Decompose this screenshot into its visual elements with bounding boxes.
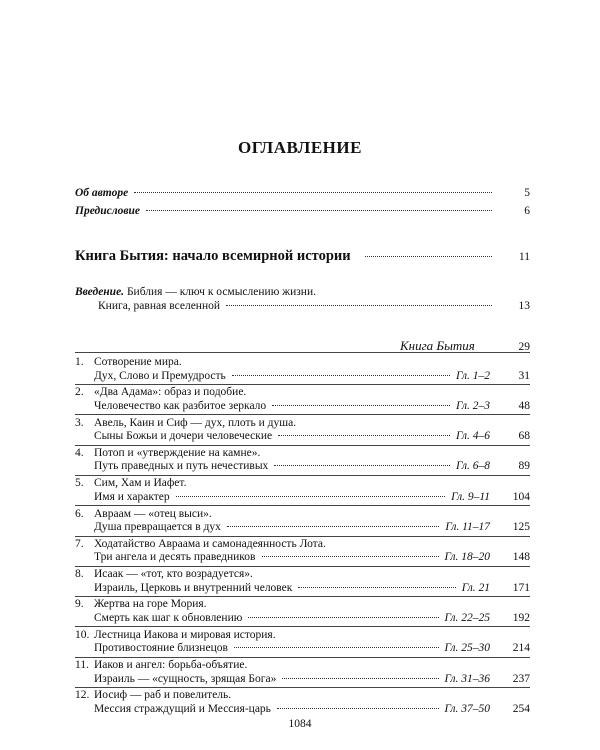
dot-leader bbox=[227, 526, 440, 527]
chapter-line-2[interactable] bbox=[94, 369, 530, 383]
subsection-page: 29 bbox=[518, 341, 530, 353]
chapter-page: 254 bbox=[512, 702, 530, 715]
chapter-title-2: Израиль — «сущность, зрящая Бога» bbox=[94, 672, 277, 685]
dot-leader bbox=[298, 587, 455, 588]
toc-entry-page: 6 bbox=[524, 205, 530, 217]
chapter-title-2: Израиль, Церковь и внутренний человек bbox=[94, 581, 293, 594]
chapter-ref: Гл. 2–3 bbox=[456, 399, 490, 412]
chapter-title-1: Ходатайство Авраама и самонадеянность Лота. bbox=[94, 537, 326, 550]
chapter-line-2[interactable] bbox=[94, 429, 530, 443]
chapter-page: 214 bbox=[512, 642, 530, 655]
intro-line-2[interactable] bbox=[98, 299, 530, 313]
main-section-title: Книга Бытия: начало всемирной истории bbox=[75, 248, 351, 264]
chapter-title-2: Мессия страждущий и Мессия-царь bbox=[94, 702, 271, 715]
chapter-page: 48 bbox=[518, 399, 530, 412]
chapter-ref: Гл. 21 bbox=[461, 581, 490, 594]
chapter-ref: Гл. 11–17 bbox=[445, 521, 490, 533]
chapter-page: 89 bbox=[518, 460, 530, 473]
chapter-page: 148 bbox=[512, 551, 530, 564]
chapter-title-2: Три ангела и десять праведников bbox=[94, 551, 256, 564]
chapter-line-1[interactable] bbox=[75, 537, 326, 551]
dot-leader bbox=[277, 708, 439, 709]
chapter-number: 3. bbox=[75, 416, 84, 429]
chapter-line-1[interactable] bbox=[75, 385, 246, 399]
chapter-title-2: Путь праведных и путь нечестивых bbox=[94, 460, 269, 473]
chapter-line-1[interactable] bbox=[75, 628, 276, 642]
dot-leader bbox=[234, 647, 439, 648]
chapter-line-2[interactable] bbox=[94, 641, 530, 655]
chapter-ref: Гл. 31–36 bbox=[444, 672, 490, 685]
intro-keyword: Введение. bbox=[75, 286, 125, 298]
chapter-line-2[interactable] bbox=[94, 550, 530, 564]
chapter-number: 10. bbox=[75, 628, 90, 641]
chapter-number: 11. bbox=[75, 659, 89, 671]
chapter-page: 125 bbox=[512, 521, 530, 533]
chapter-line-2[interactable] bbox=[94, 459, 530, 473]
chapter-title-1: Жертва на горе Мория. bbox=[94, 598, 207, 611]
chapter-page: 237 bbox=[512, 672, 530, 685]
chapter-ref: Гл. 37–50 bbox=[444, 702, 490, 715]
toc-entry-about-author[interactable] bbox=[75, 186, 530, 200]
chapter-ref: Гл. 22–25 bbox=[444, 611, 490, 624]
chapter-ref: Гл. 18–20 bbox=[444, 551, 490, 564]
chapter-number: 1. bbox=[75, 356, 84, 368]
divider bbox=[75, 352, 530, 353]
chapter-line-1[interactable] bbox=[75, 597, 207, 611]
chapter-line-1[interactable] bbox=[75, 507, 212, 521]
toc-entry-title: Предисловие bbox=[75, 205, 141, 217]
dot-leader bbox=[274, 465, 450, 466]
dot-leader bbox=[278, 435, 450, 436]
chapter-page: 31 bbox=[518, 369, 530, 382]
chapter-title-1: Лестница Иакова и мировая история. bbox=[94, 628, 276, 641]
chapter-title-1: Сотворение мира. bbox=[94, 356, 182, 368]
chapter-ref: Гл. 6–8 bbox=[456, 460, 490, 473]
toc-main-section[interactable] bbox=[75, 249, 530, 264]
chapter-title-2: Сыны Божьи и дочери человеческие bbox=[94, 430, 273, 443]
toc-entry-preface[interactable] bbox=[75, 204, 530, 218]
intro-page: 13 bbox=[518, 300, 530, 312]
chapter-line-1[interactable] bbox=[75, 688, 231, 702]
chapter-title-2: Дух, Слово и Премудрость bbox=[94, 369, 226, 382]
chapter-number: 5. bbox=[75, 477, 84, 490]
chapter-number: 12. bbox=[75, 689, 90, 702]
page-number: 1084 bbox=[288, 718, 312, 730]
chapter-number: 2. bbox=[75, 386, 84, 399]
dot-leader bbox=[176, 496, 446, 497]
chapter-title-1: «Два Адама»: образ и подобие. bbox=[94, 386, 247, 399]
chapter-ref: Гл. 4–6 bbox=[456, 430, 490, 443]
main-section-page: 11 bbox=[518, 251, 530, 263]
dot-leader bbox=[146, 210, 492, 211]
toc-entry-page: 5 bbox=[524, 187, 530, 199]
chapter-line-1[interactable] bbox=[75, 446, 260, 460]
intro-title-2: Книга, равная вселенной bbox=[98, 300, 221, 312]
chapter-line-1[interactable] bbox=[75, 567, 253, 581]
dot-leader bbox=[282, 678, 438, 679]
chapter-title-1: Потоп и «утверждение на камне». bbox=[94, 446, 261, 459]
chapter-number: 8. bbox=[75, 568, 84, 581]
chapter-line-2[interactable] bbox=[94, 611, 530, 625]
chapter-ref: Гл. 25–30 bbox=[444, 642, 490, 655]
chapter-line-2[interactable] bbox=[94, 520, 530, 534]
chapter-title-2: Человечество как разбитое зеркало bbox=[94, 399, 267, 412]
chapter-title-1: Иосиф — раб и повелитель. bbox=[94, 689, 232, 702]
chapter-line-2[interactable] bbox=[94, 672, 530, 686]
chapter-page: 68 bbox=[518, 430, 530, 443]
chapter-title-1: Иаков и ангел: борьба-объятие. bbox=[94, 659, 248, 671]
chapter-line-1[interactable] bbox=[75, 416, 296, 430]
subsection-title: Книга Бытия bbox=[400, 338, 475, 353]
chapter-page: 171 bbox=[512, 581, 530, 594]
page-title: ОГЛАВЛЕНИЕ bbox=[238, 138, 362, 157]
chapter-line-1[interactable] bbox=[75, 658, 247, 672]
chapter-page: 192 bbox=[512, 611, 530, 624]
chapter-title-1: Сим, Хам и Иафет. bbox=[94, 477, 187, 490]
dot-leader bbox=[272, 405, 450, 406]
chapter-title-2: Смерть как шаг к обновлению bbox=[94, 611, 243, 624]
dot-leader bbox=[248, 617, 438, 618]
chapter-line-2[interactable] bbox=[94, 581, 530, 595]
chapter-ref: Гл. 1–2 bbox=[456, 369, 490, 382]
chapter-ref: Гл. 9–11 bbox=[451, 490, 490, 503]
dot-leader bbox=[226, 305, 492, 306]
toc-entry-title: Об авторе bbox=[75, 187, 129, 199]
chapter-line-2[interactable] bbox=[94, 399, 530, 413]
chapter-title-2: Имя и характер bbox=[94, 490, 170, 503]
chapter-title-2: Противостояние близнецов bbox=[94, 642, 228, 655]
intro-line-1[interactable] bbox=[75, 285, 316, 299]
chapter-title-1: Авраам — «отец выси». bbox=[94, 507, 212, 520]
dot-leader bbox=[232, 375, 450, 376]
chapter-number: 4. bbox=[75, 446, 84, 459]
chapter-page: 104 bbox=[512, 490, 530, 503]
chapter-number: 6. bbox=[75, 507, 84, 520]
chapter-line-1[interactable] bbox=[75, 476, 186, 490]
chapter-line-2[interactable] bbox=[94, 490, 530, 504]
chapter-title-1: Исаак — «тот, кто возрадуется». bbox=[94, 568, 253, 581]
chapter-title-1: Авель, Каин и Сиф — дух, плоть и душа. bbox=[94, 416, 297, 429]
dot-leader bbox=[262, 556, 439, 557]
chapter-line-1[interactable] bbox=[75, 355, 182, 369]
intro-title-1: Библия — ключ к осмыслению жизни. bbox=[124, 286, 316, 298]
chapter-title-2: Душа превращается в дух bbox=[94, 521, 221, 533]
dot-leader bbox=[134, 192, 492, 193]
chapter-number: 9. bbox=[75, 598, 84, 611]
chapter-line-2[interactable] bbox=[94, 702, 530, 716]
dot-leader bbox=[365, 256, 492, 257]
chapter-number: 7. bbox=[75, 537, 84, 550]
